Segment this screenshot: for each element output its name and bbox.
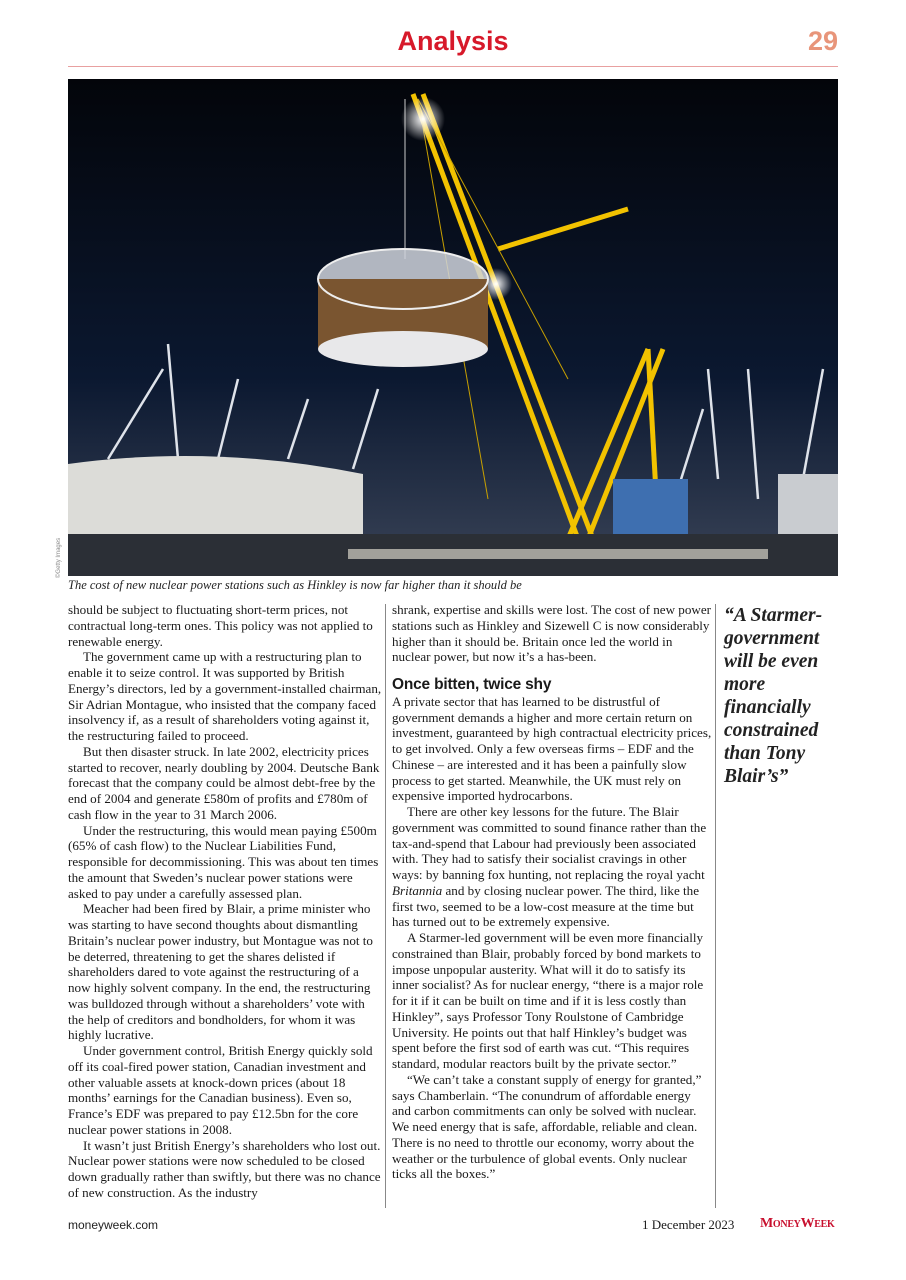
paragraph: The government came up with a restructuring plan to enable it to seize control. It was supported by British Energy’s directors, led by a government-installed chairman, Sir Adrian Montague, who insisted that the company faced insolvency if, as a result of shareholders voting against it, the restructuring failed to proceed.	[68, 649, 382, 743]
page-number: 29	[807, 26, 838, 56]
column-divider	[385, 604, 386, 1208]
article-column-1	[68, 602, 382, 1201]
section-title: Analysis	[397, 26, 509, 56]
paragraph: Under the restructuring, this would mean paying £500m (65% of cash flow) to the Nuclear Liabilities Fund, responsible for decommissioning. This was about ten times the amount that Sweden’s nuclear power stations were asked to pay under a carefully assessed plan.	[68, 822, 379, 901]
paragraph: shrank, expertise and skills were lost. The cost of new power stations such as Hinkley and Sizewell C is now considerably higher than it should be. Britain once led the world in nuclear power, but now it’s a has-been.	[392, 602, 712, 665]
article-column-2	[392, 602, 712, 1182]
photo-caption: The cost of new nuclear power stations such as Hinkley is now far higher than it should be	[68, 578, 522, 592]
paragraph: But then disaster struck. In late 2002, electricity prices started to recover, nearly doubling by 2004. Deutsche Bank forecast that the company could be almost debt-free by the end of 2004 and generate £580m of profits and £780m of cash flow in the year to 31 March 2006.	[68, 743, 380, 822]
paragraph: A private sector that has learned to be distrustful of government demands a higher and more certain return on investment, guaranteed by high contractual electricity prices, to get involved. Only a few overseas firms – EDF and the Chinese – are interested and it has been a painfully slow process to get started. Meanwhile, the UK must rely on expensive imported hydrocarbons.	[392, 693, 712, 804]
paragraph: Under government control, British Energy quickly sold off its coal-fired power station, Canadian investment and other valuable assets at knock-down prices (about 18 months’ earnings for the Canadian business). Even so, France’s EDF was prepared to pay £12.5bn for the core nuclear power stations in 2008.	[68, 1043, 373, 1137]
text: There are other key lessons for the future. The Blair government was committed to sound finance rather than the tax-and-spend that Labour had previously been associated with. They had to satisfy their socialist cravings in other ways: by banning fox hunting, not replacing the royal yacht	[392, 804, 707, 882]
paragraph: Meacher had been fired by Blair, a prime minister who was starting to have second thoughts about dismantling Britain’s nuclear power industry, but Montague was not to be deterred, threatening to get the shares delisted if shareholders dared to vote against the restructuring of a now highly solvent company. In the end, the restructuring was bulldozed through without a shareholders’ vote with the help of creditors and bondholders, for whom it was highly lucrative.	[68, 901, 373, 1043]
column-divider	[715, 604, 716, 1208]
ship-name: Britannia	[392, 882, 443, 898]
photo-credit: ©Getty Images	[56, 537, 62, 578]
paragraph: “We can’t take a constant supply of energy for granted,” says Chamberlain. “The conundrum of affordable energy and carbon commitments can only be solved with nuclear. We need energy that is safe, affordable, reliable and clean. There is no need to throttle our economy, worry about the weather or the turbulence of global events. Only nuclear ticks all the boxes.”	[392, 1071, 702, 1182]
paragraph: It wasn’t just British Energy’s shareholders who lost out. Nuclear power stations were now scheduled to be closed down gradually rather than swiftly, but there was no chance of new construction. As the industry	[68, 1137, 381, 1200]
pull-quote: “A Starmer-government will be even more financially constrained than Tony Blair’s”	[724, 605, 823, 787]
issue-date: 1 December 2023	[642, 1217, 735, 1232]
hinkley-construction-photo	[68, 79, 838, 576]
paragraph: A Starmer-led government will be even more financially constrained than Blair, probably forced by bond markets to impose unpopular austerity. What will it do to satisfy its inner socialist? As for nuclear energy, “there is a major role for it if it can be built on time and if it is less costly than Hinkley”, says Professor Tony Roulstone of Cambridge University. He points out that half Hinkley’s budget was spent before the first sod of earth was cut. “This requires standard, modular reactors built by the private sector.”	[392, 930, 704, 1071]
text: and by closing nuclear power. The third, like the first two, seemed to be a low-cost measure at the time but has turned out to be extremely expensive.	[392, 882, 700, 930]
header-divider	[68, 66, 838, 67]
moneyweek-logo: MoneyWeek	[760, 1216, 835, 1231]
subheading: Once bitten, twice shy	[392, 676, 552, 693]
paragraph: should be subject to fluctuating short-term prices, not contractual long-term ones. This policy was not applied to renewable energy.	[68, 602, 373, 649]
paragraph	[392, 804, 712, 930]
footer-url[interactable]: moneyweek.com	[68, 1218, 159, 1232]
